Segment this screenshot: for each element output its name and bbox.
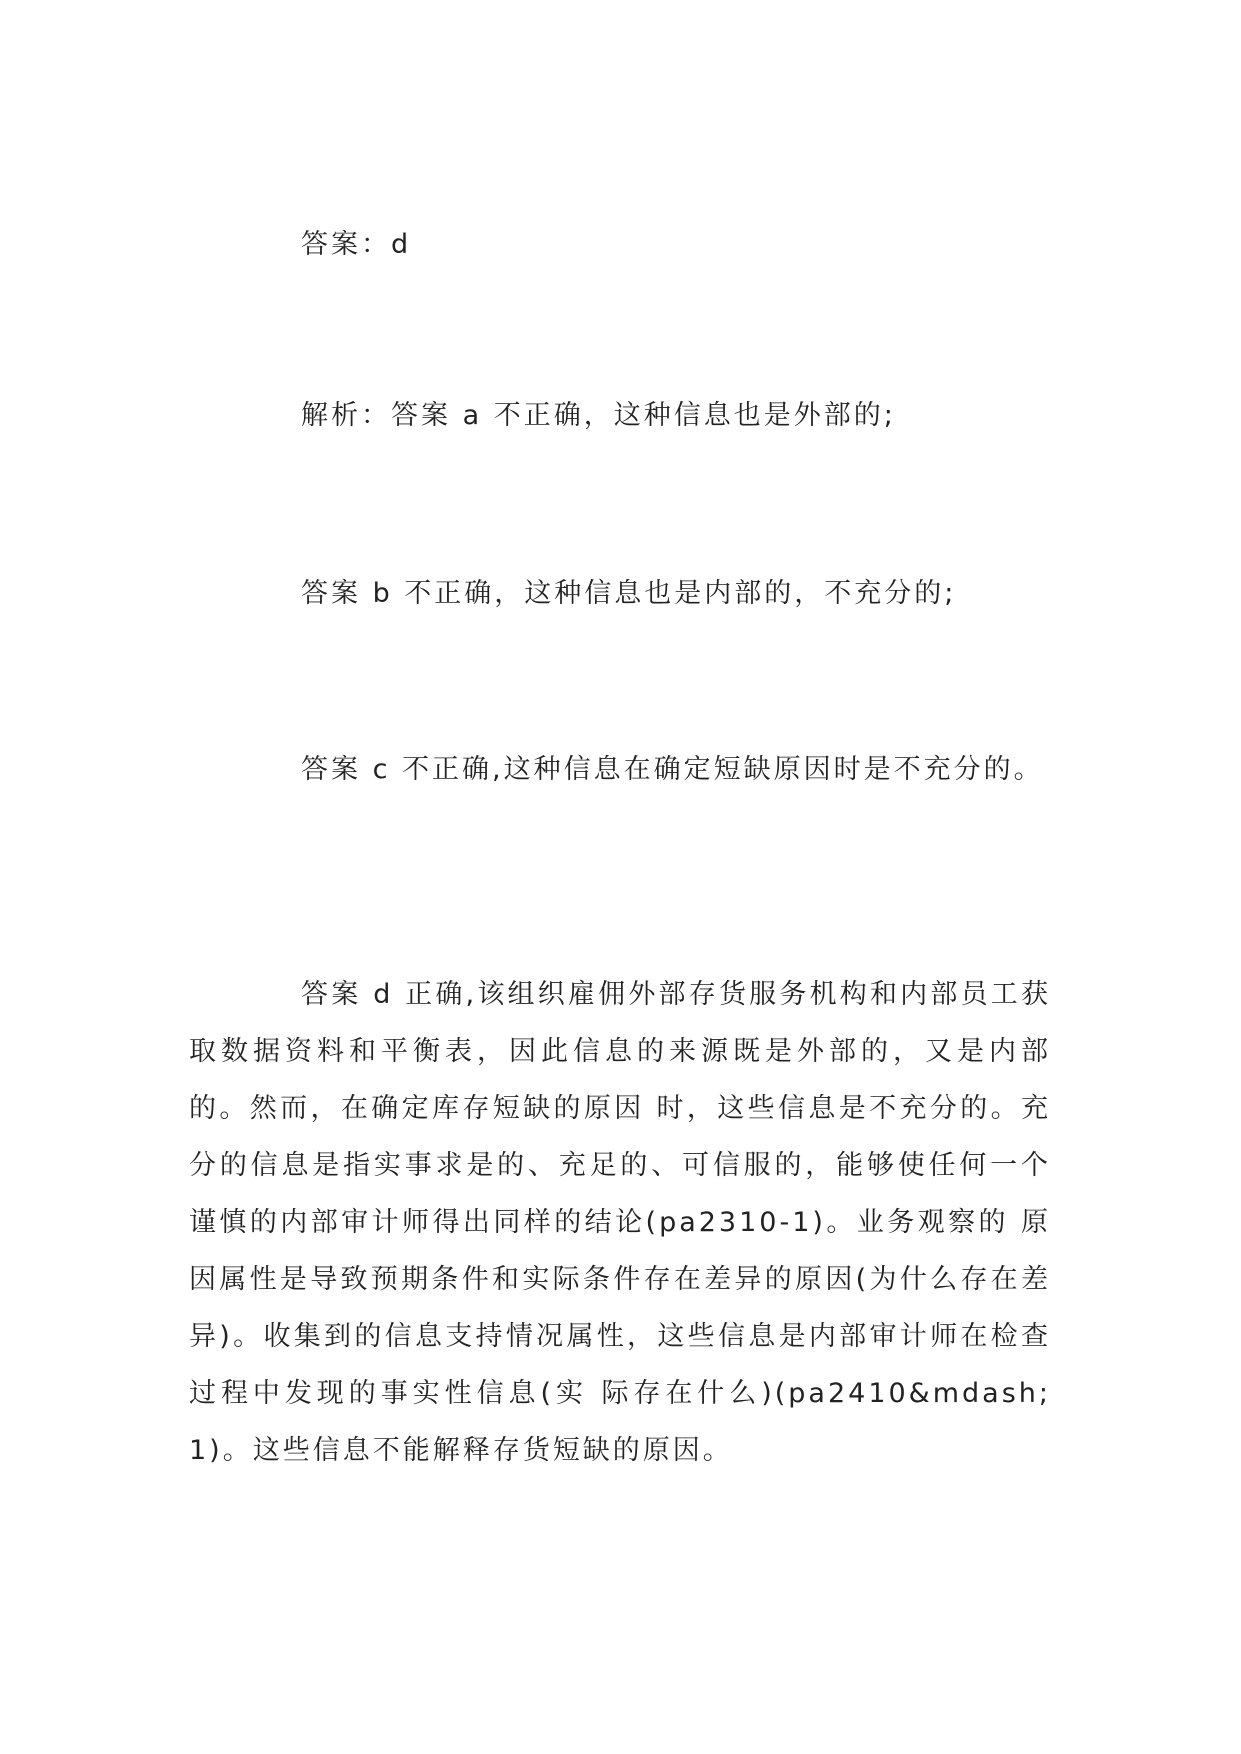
answer-line: 答案：d — [301, 229, 412, 260]
analysis-option-d: 答案 d 正确,该组织雇佣外部存货服务机构和内部员工获取数据资料和平衡表，因此信息的来源既是外部的，又是内部的。然而，在确定库存短缺的原因 时，这些信息是不充分的。充分的信息是指实事求是的、充足的、可信服的，能够使任何一个谨慎的内部审计师得出同样的结论(pa2310-1)。业务观察的 原因属性是导致预期条件和实际条件存在差异的原因(为什么存在差异)。收集到的信息支持情况属性，这些信息是内部审计师在检查过程中发现的事实性信息(实 际存在什么)(pa2410&mdash;1)。这些信息不能解释存货短缺的原因。 — [189, 979, 1051, 1466]
analysis-option-c: 答案 c 不正确,这种信息在确定短缺原因时是不充分的。 — [301, 754, 1044, 785]
analysis-option-b: 答案 b 不正确，这种信息也是内部的，不充分的; — [301, 578, 957, 609]
analysis-option-a: 解析：答案 a 不正确，这种信息也是外部的; — [301, 400, 896, 431]
